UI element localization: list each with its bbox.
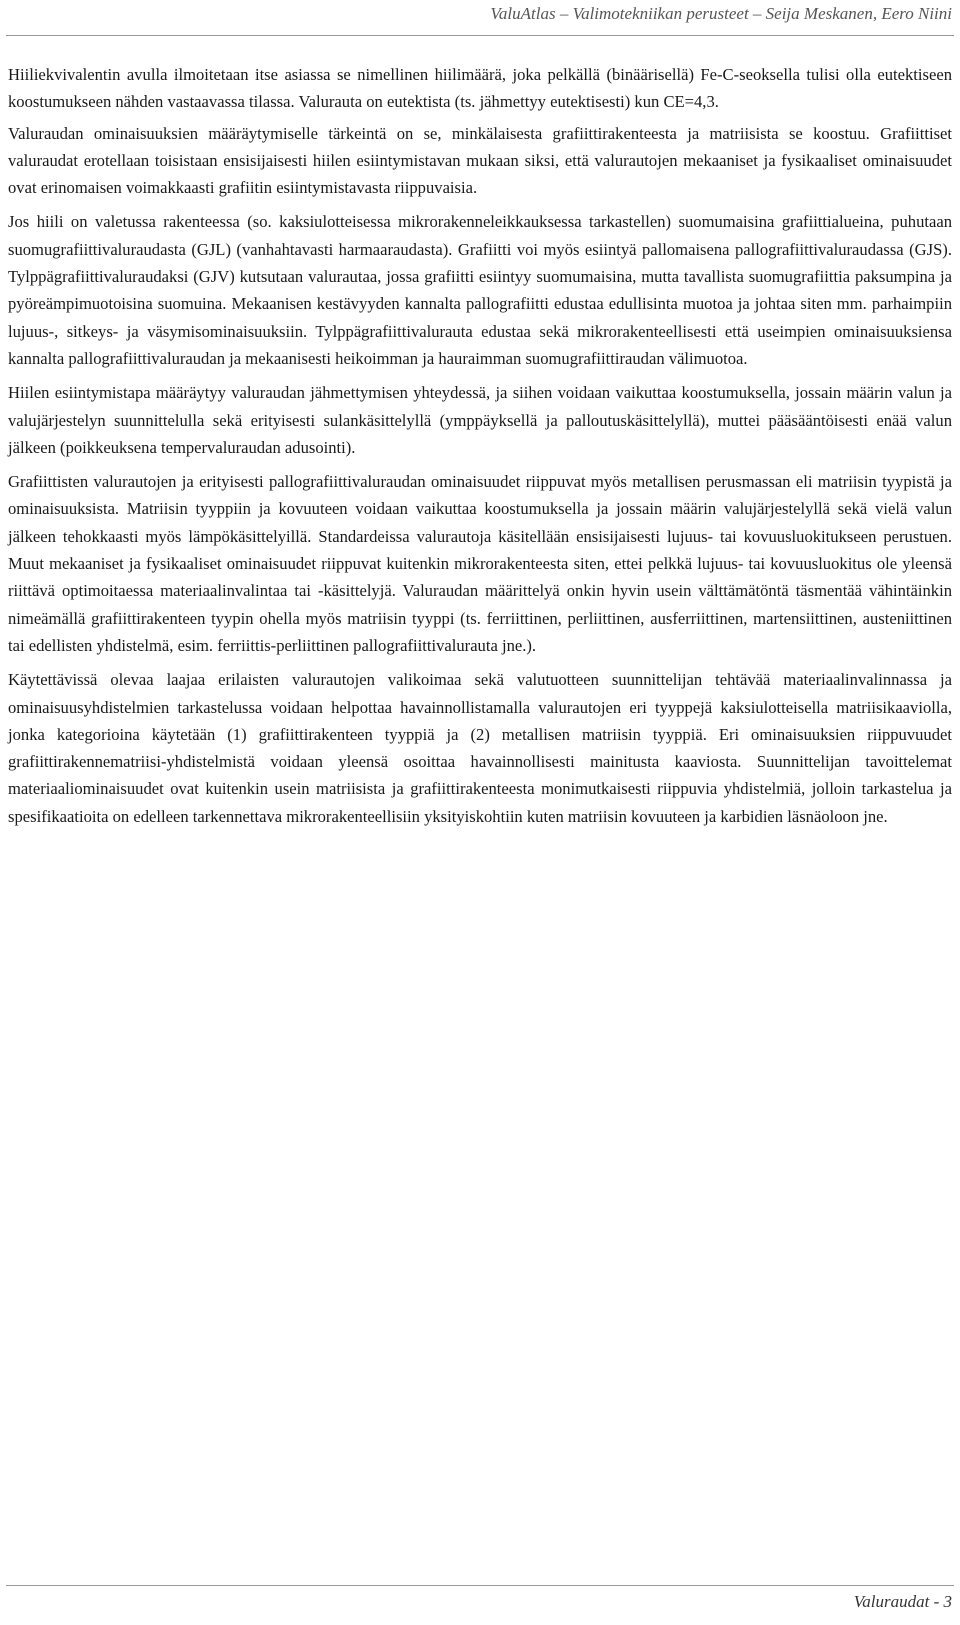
page-number: Valuraudat - 3 — [853, 1592, 952, 1611]
paragraph-matrix: Grafiittisten valurautojen ja erityisesti pallografiittivaluraudan ominaisuudet riippuvat myös metallisen perusmassan eli matriisin tyypistä ja ominaisuuksista. Matriisin tyyppiin ja kovuuteen voidaan vaikuttaa koostumuksella ja jossain määrin valujärjestelyllä sekä vielä valun jälkeen tehokkaasti myös lämpökäsittelyillä. Standardeissa valurautoja käsitellään ensisijaisesti lujuus- tai kovuusluokitukseen perustuen. Muut mekaaniset ja fysikaaliset ominaisuudet riippuvat kuitenkin mikrorakenteesta siten, ettei pelkkä lujuus- tai kovuusluokitus ole yleensä riittävä optimoitaessa materiaalinvalintaa tai -käsittelyjä. Valuraudan määrittelyä onkin hyvin usein välttämätöntä täsmentää vähintäinkin nimeämällä grafiittirakenteen tyypin ohella myös matriisin tyyppi (ts. ferriittinen, perliittinen, ausferriittinen, martensiittinen, austeniittinen tai edellisten yhdistelmä, esim. ferriittis-perliittinen pallografiittivalurauta jne.). — [8, 472, 952, 655]
page-header — [0, 0, 960, 32]
paragraph-graphite-types: Jos hiili on valetussa rakenteessa (so. kaksiulotteisessa mikrorakenneleikkauksessa tarkastellen) suomumaisina grafiittialueina, puhutaan suomugrafiittivaluraudasta (GJL) (vanhahtavasti harmaaraudasta). Grafiitti voi myös esiintyä pallomaisena pallografiittivaluraudassa (GJS). Tylppägrafiittivaluraudaksi (GJV) kutsutaan valurautaa, jossa grafiitti esiintyy suomumaisina, mutta tavallista suomugrafiittia paksumpina ja pyöreämpimuotoisina suomuina. Mekaanisen kestävyyden kannalta pallografiitti edustaa edullisinta muotoa ja johtaa siten mm. parhaimpiin lujuus-, sitkeys- ja väsymisominaisuuksiin. Tylppägrafiittivalurauta edustaa sekä mikrorakenteellisesti että useimpien ominaisuuksiensa kannalta pallografiittivaluraudan ja mekaanisesti heikoimman ja hauraimman suomugrafiittiraudan välimuotoa. — [8, 212, 952, 368]
paragraph-graphite-structure: Valuraudan ominaisuuksien määräytymiselle tärkeintä on se, minkälaisesta grafiittirakenteesta ja matriisista se koostuu. Grafiittiset valuraudat erotellaan toisistaan ensisijaisesti hiilen esiintymistavan mukaan siksi, että valurautojen mekaaniset ja fysikaaliset ominaisuudet ovat erinomaisen voimakkaasti grafiitin esiintymistavasta riippuvaisia. — [8, 123, 952, 198]
paragraph-solidification: Hiilen esiintymistapa määräytyy valuraudan jähmettymisen yhteydessä, ja siihen voidaan vaikuttaa koostumuksella, jossain määrin valun ja valujärjestelyn suunnittelulla sekä erityisesti sulankäsittelyllä (ymppäyksellä ja palloutuskäsittelyllä), muttei pääsääntöisesti enää valun jälkeen (poikkeuksena tempervaluraudan adusointi). — [8, 383, 952, 457]
paragraph-material-selection: Käytettävissä olevaa laajaa erilaisten valurautojen valikoimaa sekä valutuotteen suunnittelijan tehtävää materiaalinvalinnassa ja ominaisuusyhdistelmien tarkastelussa voidaan helpottaa havainnollistamalla valurautojen eri tyyppejä kaksiulotteisella matriisikaaviolla, jonka kategorioina käytetään (1) grafiittirakenteen tyyppiä ja (2) metallisen matriisin tyyppiä. Eri ominaisuuksien riippuvuudet grafiittirakennematriisi-yhdistelmistä voidaan yleensä osoittaa havainnollisesti mainitusta kaaviosta. Suunnittelijan tavoittelemat materiaaliominaisuudet ovat kuitenkin usein matriisista ja grafiittirakenteesta monimutkaisesti riippuvia yhdistelmiä, jolloin tarkastelua ja spesifikaatioita on edelleen tarkennettava mikrorakenteellisiin yksityiskohtiin kuten matriisin kovuuteen ja karbidien läsnäoloon jne. — [8, 670, 952, 826]
document-body — [8, 61, 952, 837]
paragraph-carbon-equivalent: Hiiliekvivalentin avulla ilmoitetaan itse asiassa se nimellinen hiilimäärä, joka pelkällä (binäärisellä) Fe-C-seoksella tulisi olla eutektiseen koostumukseen nähden vastaavassa tilassa. Valurauta on eutektista (ts. jähmettyy eutektisesti) kun CE=4,3. — [8, 65, 952, 112]
header-divider — [6, 35, 954, 36]
running-title: ValuAtlas – Valimotekniikan perusteet – Seija Meskanen, Eero Niini — [490, 4, 952, 23]
footer-divider — [6, 1585, 954, 1586]
